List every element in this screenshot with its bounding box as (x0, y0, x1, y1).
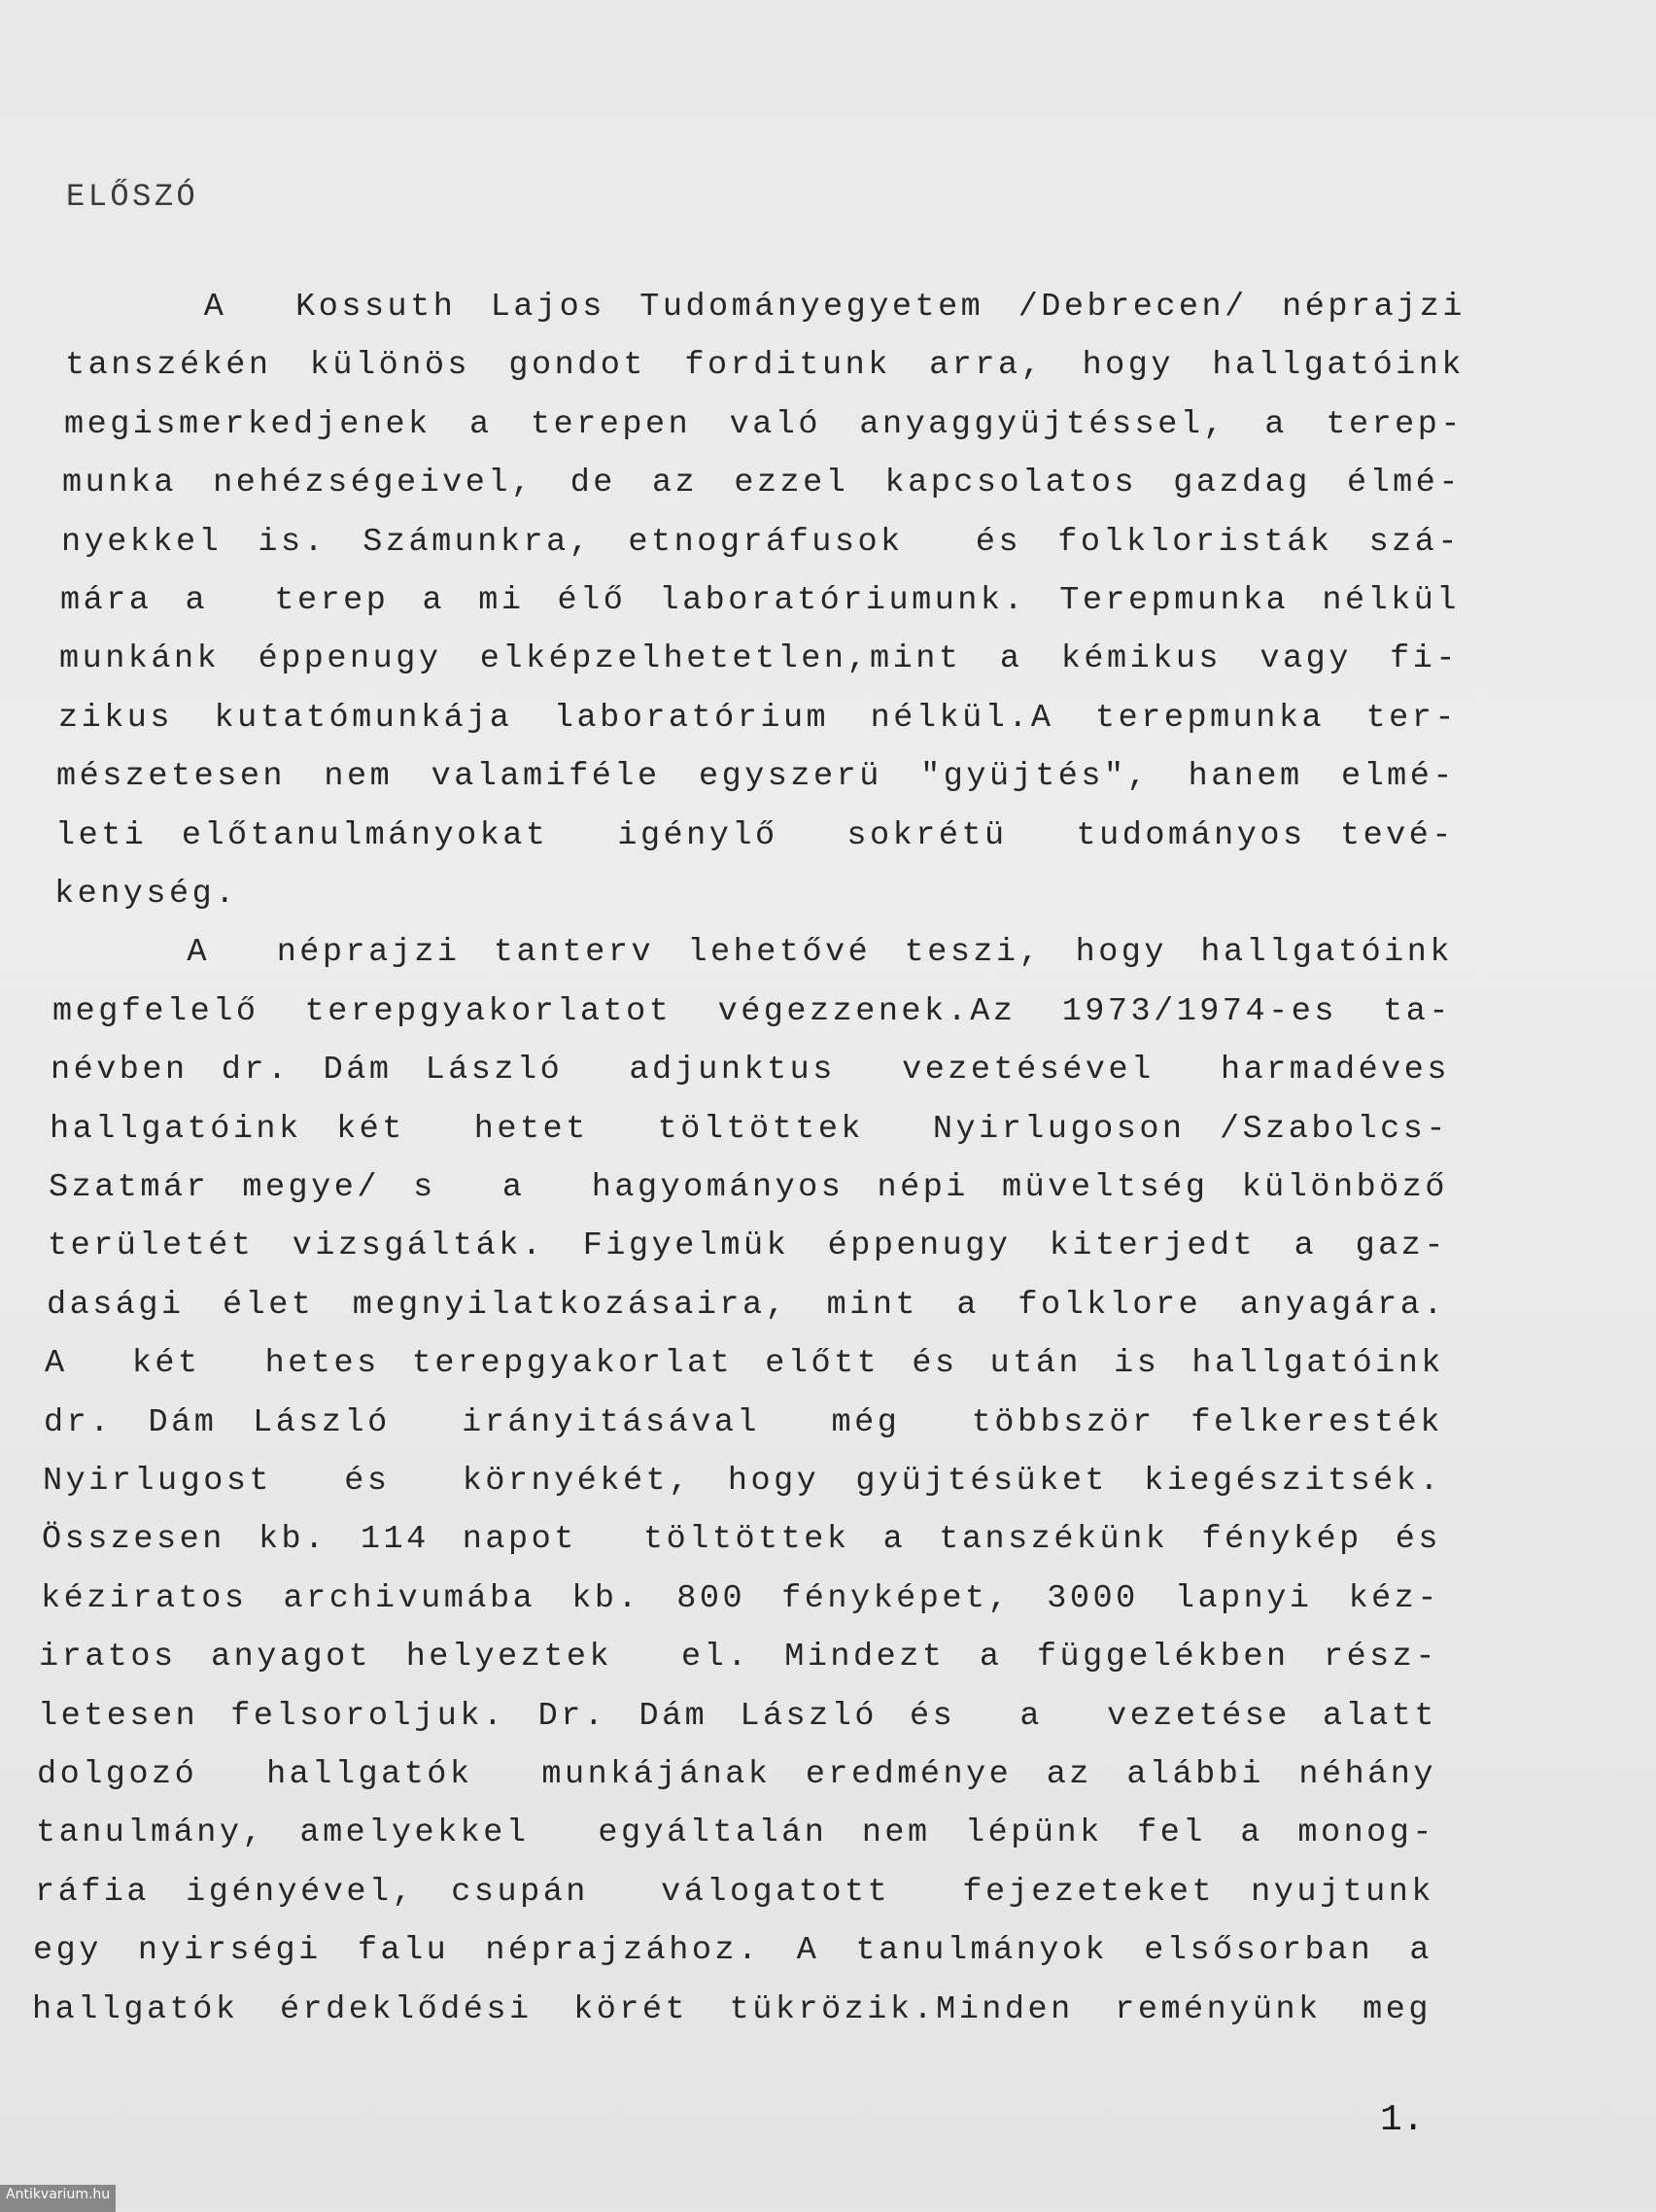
text-line: tanszékén különös gondot forditunk arra, hogy hallgatóink (65, 347, 1465, 385)
text-line: mára a terep a mi élő laboratóriumunk. Terepmunka nélkül (60, 582, 1460, 619)
text-line: névben dr. Dám László adjunktus vezetésével harmadéves (51, 1052, 1450, 1089)
text-line: ráfia igényével, csupán válogatott fejezeteket nyujtunk (35, 1873, 1434, 1911)
text-line: leti előtanulmányokat igénylő sokrétü tudományos tevé- (55, 816, 1455, 854)
text-line: A Kossuth Lajos Tudományegyetem /Debrecen/ néprajzi (66, 289, 1466, 326)
text-line: megismerkedjenek a terepen való anyaggyüjtéssel, a terep- (64, 405, 1464, 443)
text-line: mészetesen nem valamiféle egyszerü "gyüjtés", hanem elmé- (56, 758, 1456, 796)
text-line: zikus kutatómunkája laboratórium nélkül.A terepmunka ter- (58, 699, 1458, 737)
text-line: letesen felsoroljuk. Dr. Dám László és a vezetése alatt (38, 1697, 1437, 1735)
text-line: hallgatók érdeklődési körét tükrözik.Minden reményünk meg (32, 1990, 1432, 2028)
text-line: A néprajzi tanterv lehetővé teszi, hogy hallgatóink (53, 934, 1453, 972)
text-line: kéziratos archivumába kb. 800 fényképet, 3000 lapnyi kéz- (41, 1579, 1440, 1617)
text-line: tanulmány, amelyekkel egyáltalán nem lépünk fel a monog- (36, 1815, 1435, 1852)
text-line: egy nyirségi falu néprajzához. A tanulmányok elsősorban a (33, 1932, 1432, 1970)
text-line: hallgatóink két hetet töltöttek Nyirlugoson /Szabolcs- (50, 1110, 1449, 1148)
watermark: Antikvarium.hu (0, 2185, 116, 2212)
text-line: munkánk éppenugy elképzelhetetlen,mint a kémikus vagy fi- (59, 640, 1459, 678)
text-line: A két hetes terepgyakorlat előtt és után is hallgatóink (45, 1345, 1444, 1383)
page-title: ELŐSZÓ (66, 179, 199, 215)
text-line: iratos anyagot helyeztek el. Mindezt a függelékben rész- (39, 1639, 1438, 1676)
page-number: 1. (1380, 2099, 1425, 2141)
text-line: munka nehézségeivel, de az ezzel kapcsolatos gazdag élmé- (62, 465, 1462, 502)
text-line: Szatmár megye/ s a hagyományos népi müveltség különböző (49, 1169, 1448, 1206)
text-line: dasági élet megnyilatkozásaira, mint a folklore anyagára. (47, 1286, 1446, 1324)
text-line: nyekkel is. Számunkra, etnográfusok és folkloristák szá- (61, 523, 1461, 561)
text-line: kenység. (54, 876, 238, 913)
text-line: megfelelő terepgyakorlatot végezzenek.Az 1973/1974-es ta- (52, 992, 1452, 1030)
text-line: Összesen kb. 114 napot töltöttek a tanszékünk fénykép és (42, 1521, 1441, 1559)
text-line: Nyirlugost és környékét, hogy gyüjtésüket kiegészitsék. (43, 1463, 1442, 1500)
text-line: területét vizsgálták. Figyelmük éppenugy kiterjedt a gaz- (48, 1227, 1447, 1265)
text-line: dr. Dám László irányitásával még többször felkeresték (44, 1403, 1443, 1441)
text-line: dolgozó hallgatók munkájának eredménye az alábbi néhány (37, 1756, 1436, 1793)
